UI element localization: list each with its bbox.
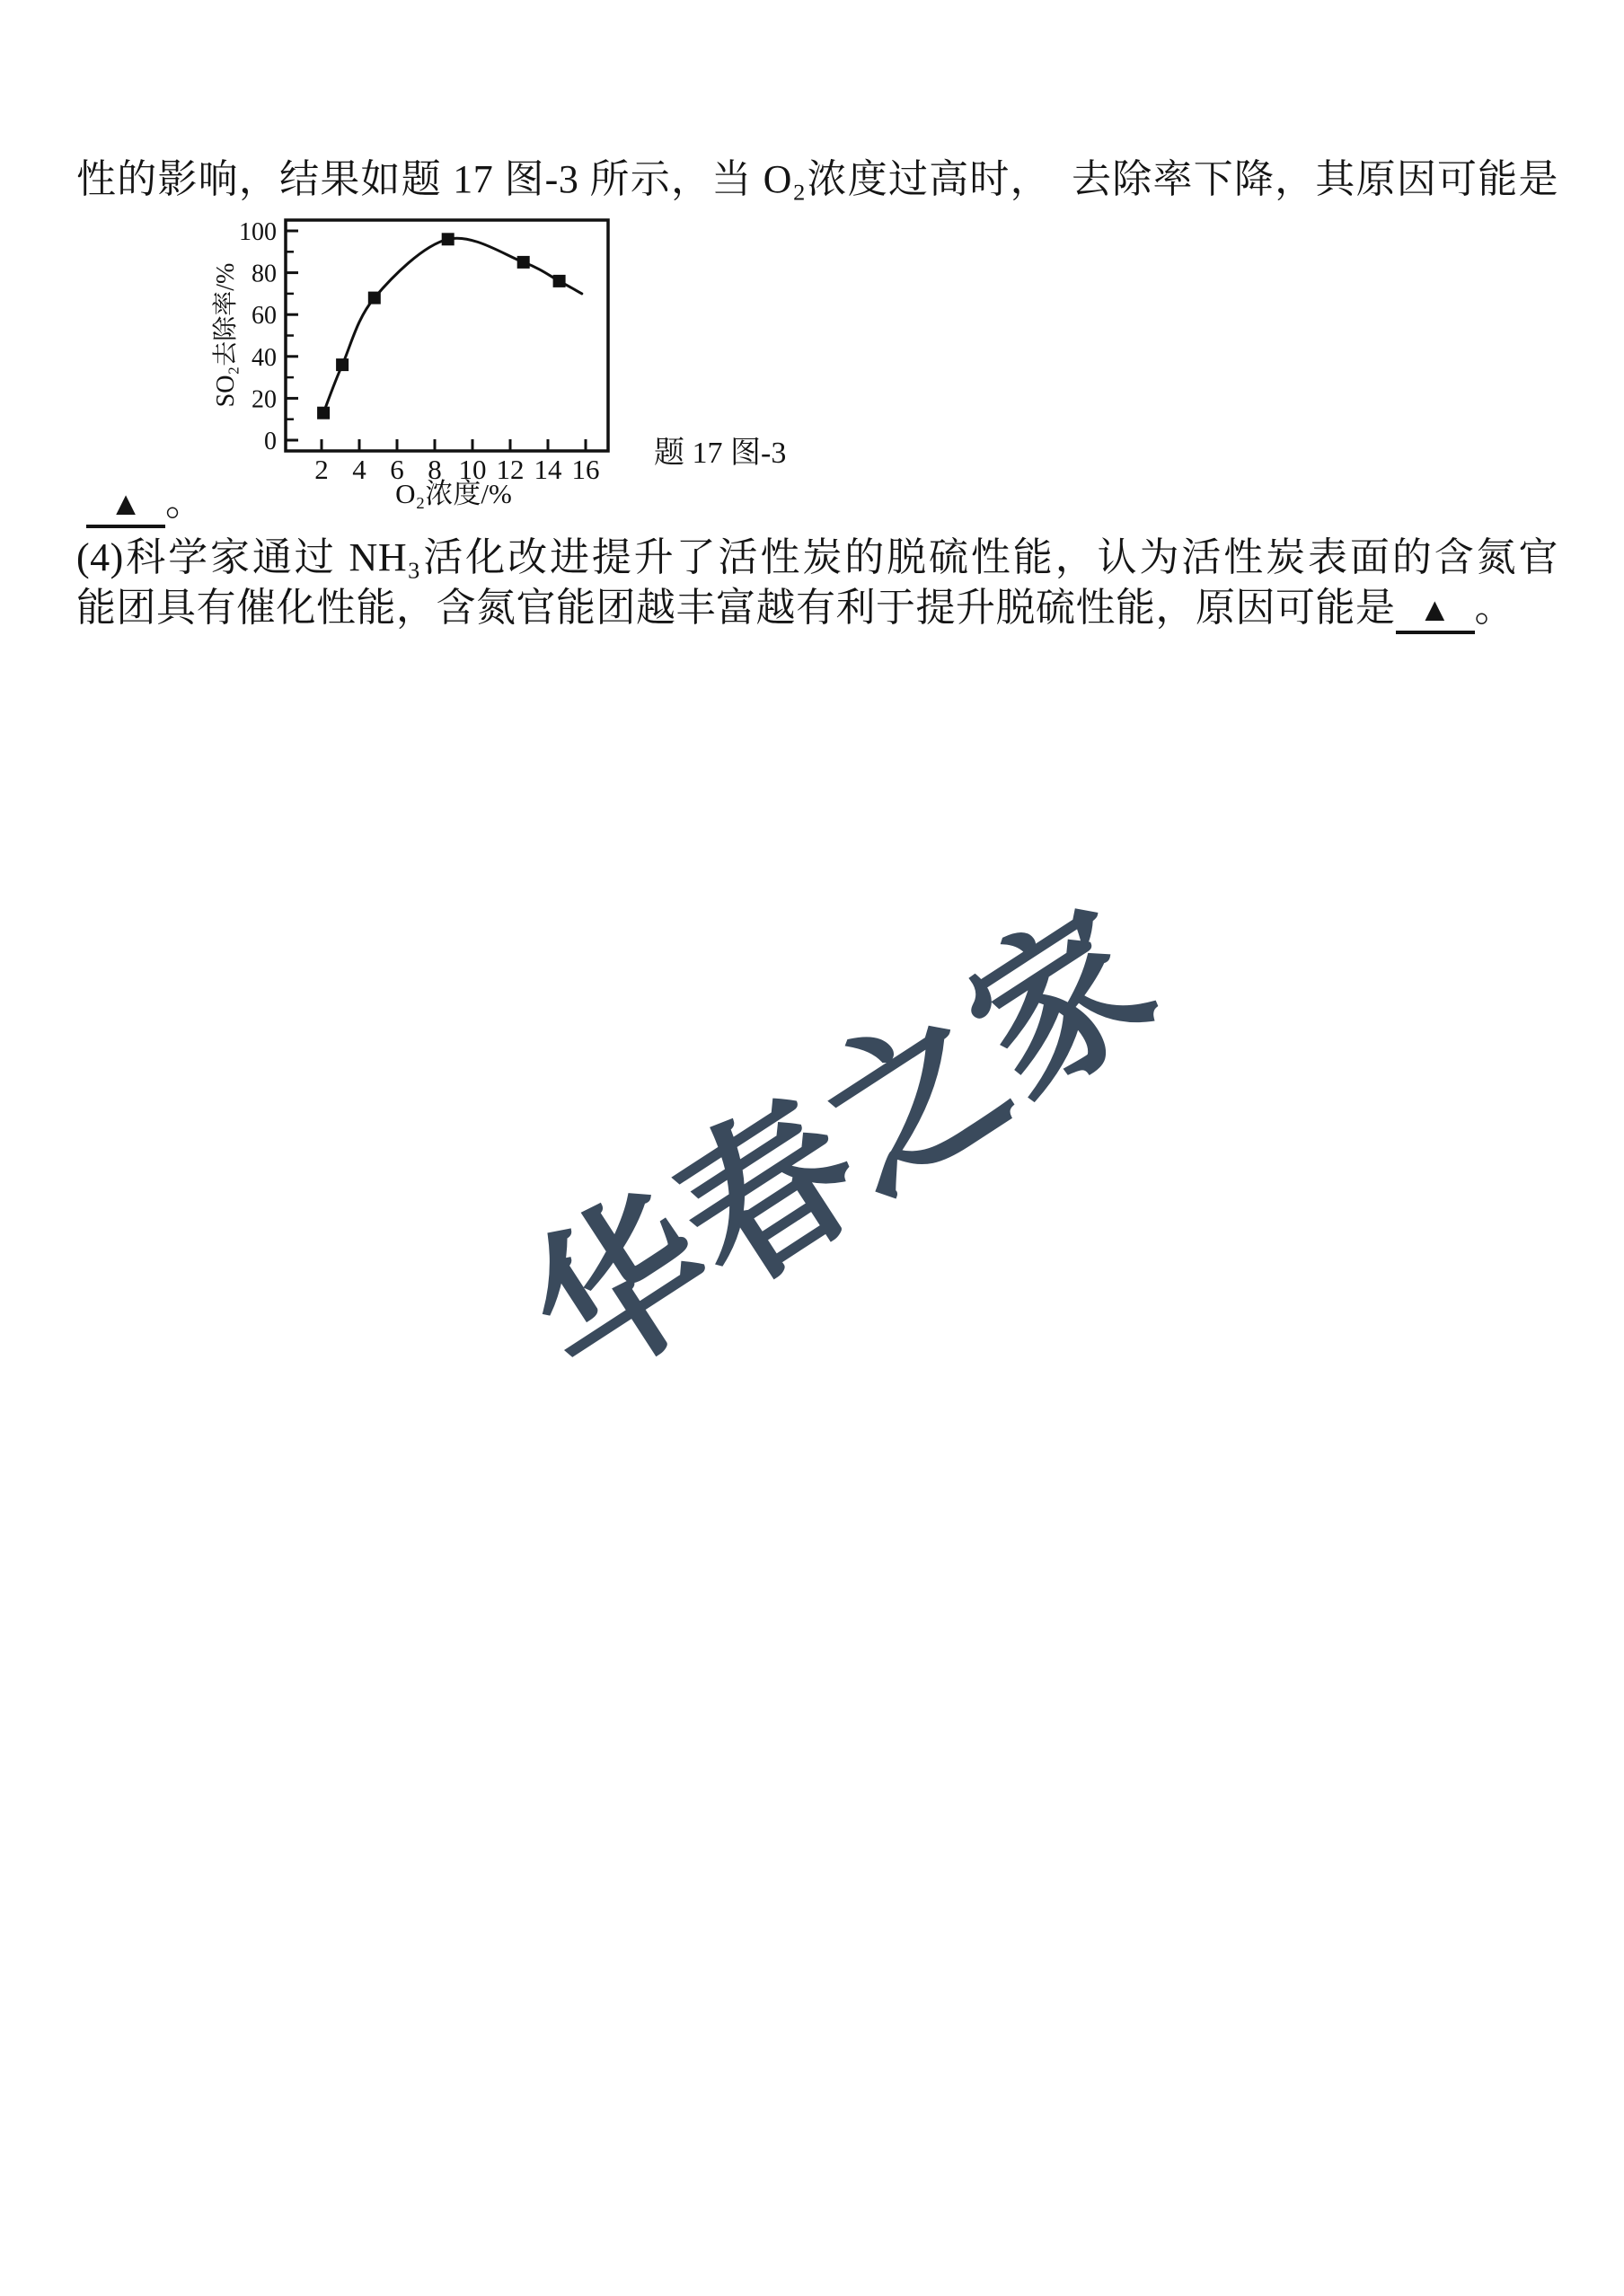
y-tick-label: 100 <box>239 218 277 246</box>
data-point-marker <box>317 407 330 419</box>
x-tick-label: 12 <box>496 454 525 485</box>
data-point-marker <box>368 292 381 305</box>
data-point-marker <box>553 275 566 287</box>
answer-blank-1 <box>86 480 205 528</box>
question-4-line2 <box>76 583 1558 634</box>
triangle-marker-2: ▲ <box>1417 592 1452 629</box>
y-tick-label: 40 <box>252 343 277 372</box>
data-point-marker <box>336 358 349 371</box>
chart-plot-box <box>286 220 608 451</box>
answer-blank-1-period: 。 <box>165 480 205 524</box>
x-tick-label: 14 <box>534 454 562 485</box>
data-point-marker <box>517 256 530 269</box>
data-point-marker <box>442 233 455 245</box>
y-tick-label: 20 <box>252 385 277 414</box>
y-axis-title: SO₂去除率/% <box>212 262 240 408</box>
x-tick-label: 8 <box>428 454 442 485</box>
data-curve <box>323 238 582 413</box>
x-tick-label: 2 <box>314 454 329 485</box>
x-axis-title: O₂浓度/% <box>395 478 512 509</box>
x-tick-label: 4 <box>352 454 366 485</box>
triangle-marker: ▲ <box>109 486 143 523</box>
so2-chart-svg <box>198 209 629 510</box>
x-tick-label: 6 <box>390 454 404 485</box>
x-tick-label: 16 <box>571 454 600 485</box>
answer-blank-1-underline <box>86 481 165 528</box>
watermark-text: 华春之家 <box>499 876 1188 1417</box>
question-4-line1: (4)科学家通过 NH₃活化改进提升了活性炭的脱硫性能，认为活性炭表面的含氮官 <box>76 535 1558 579</box>
y-tick-label: 0 <box>264 428 277 455</box>
question-4-line2-text: 能团具有催化性能，含氮官能团越丰富越有利于提升脱硫性能，原因可能是 <box>76 586 1396 630</box>
y-tick-label: 80 <box>252 260 277 288</box>
y-tick-label: 60 <box>252 302 277 331</box>
question-4-period: 。 <box>1474 586 1514 630</box>
x-tick-label: 10 <box>458 454 487 485</box>
answer-blank-2-underline <box>1396 587 1475 634</box>
context-paragraph: 性的影响，结果如题 17 图-3 所示，当 O₂浓度过高时， 去除率下降，其原因可能是 <box>76 157 1558 201</box>
figure-caption: 题 17 图-3 <box>654 437 787 470</box>
